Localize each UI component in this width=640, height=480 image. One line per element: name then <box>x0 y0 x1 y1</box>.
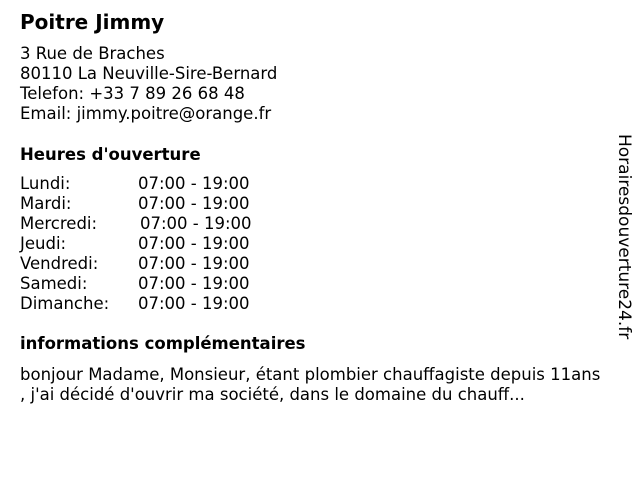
additional-info-title: informations complémentaires <box>20 334 306 353</box>
info-line-1: bonjour Madame, Monsieur, étant plombier chauffagiste depuis 11ans <box>20 365 601 384</box>
additional-info-text <box>20 365 632 405</box>
address-block <box>20 44 277 124</box>
hours-row-wednesday <box>20 214 320 234</box>
time-range: 07:00 - 19:00 <box>138 234 250 253</box>
day-label: Lundi: <box>20 174 71 193</box>
hours-row-tuesday <box>20 194 320 214</box>
hours-row-sunday <box>20 294 320 314</box>
info-line-2: , j'ai décidé d'ouvrir ma société, dans le domaine du chauff... <box>20 385 525 404</box>
hours-row-saturday <box>20 274 320 294</box>
hours-row-friday <box>20 254 320 274</box>
time-range: 07:00 - 19:00 <box>138 294 250 313</box>
day-label: Vendredi: <box>20 254 99 273</box>
time-range: 07:00 - 19:00 <box>138 254 250 273</box>
site-watermark <box>612 134 636 346</box>
watermark-text: Horairesdouverture24.fr <box>614 134 634 340</box>
day-label: Mardi: <box>20 194 72 213</box>
opening-hours-list <box>20 174 320 314</box>
day-label: Dimanche: <box>20 294 110 313</box>
time-range: 07:00 - 19:00 <box>138 174 250 193</box>
phone-number: Telefon: +33 7 89 26 68 48 <box>20 84 245 103</box>
email-address: Email: jimmy.poitre@orange.fr <box>20 104 272 123</box>
city-address: 80110 La Neuville-Sire-Bernard <box>20 64 278 83</box>
street-address: 3 Rue de Braches <box>20 44 165 63</box>
opening-hours-title: Heures d'ouverture <box>20 145 201 164</box>
time-range: 07:00 - 19:00 <box>140 214 252 233</box>
day-label: Jeudi: <box>20 234 67 253</box>
time-range: 07:00 - 19:00 <box>138 274 250 293</box>
time-range: 07:00 - 19:00 <box>138 194 250 213</box>
day-label: Mercredi: <box>20 214 98 233</box>
hours-row-monday <box>20 174 320 194</box>
hours-row-thursday <box>20 234 320 254</box>
business-name: Poitre Jimmy <box>20 10 165 34</box>
day-label: Samedi: <box>20 274 88 293</box>
